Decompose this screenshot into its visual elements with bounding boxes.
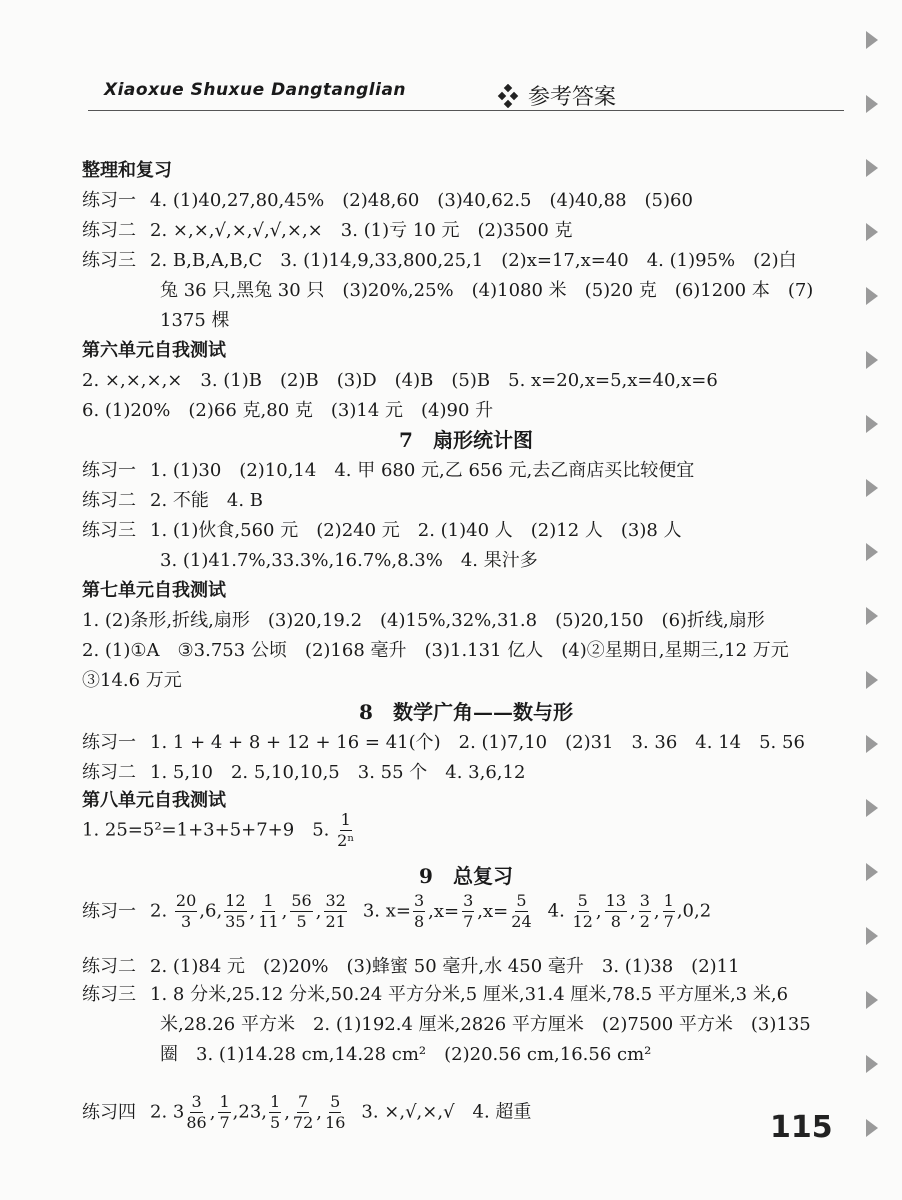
line-text: 第七单元自我测试 — [82, 580, 226, 601]
fraction — [462, 893, 474, 930]
item-number: 4. — [547, 900, 571, 922]
fraction — [511, 893, 531, 930]
line-text: 6. (1)20% (2)66 克,80 克 (3)14 元 (4)90 升 — [82, 400, 494, 421]
fraction-denominator: 5 — [296, 912, 307, 931]
item-number: 2. — [150, 900, 173, 922]
fraction-denominator: 86 — [186, 1113, 207, 1132]
answer-line — [82, 636, 789, 662]
line-text: ,0,2 — [676, 900, 712, 922]
fraction-numerator: 20 — [175, 891, 197, 910]
exercise-label: 练习三 — [82, 250, 136, 271]
line-text: 2. ×,×,√,×,√,√,×,× 3. (1)亏 10 元 (2)3500 克 — [150, 220, 573, 241]
margin-arrow-icon — [865, 542, 879, 562]
answer-line — [82, 486, 263, 512]
fraction — [224, 893, 246, 930]
margin-arrow-icon — [865, 286, 879, 306]
fraction-numerator: 5 — [577, 891, 588, 910]
fraction-numerator: 13 — [605, 891, 626, 910]
header-title: 参考答案 — [528, 85, 617, 110]
fraction-denominator: 72 — [292, 1113, 314, 1132]
margin-arrow-icon — [865, 926, 879, 946]
answer-line — [82, 366, 718, 392]
answer-line — [82, 1010, 811, 1036]
margin-arrow-icon — [865, 670, 879, 690]
fraction-numerator: 3 — [191, 1092, 202, 1111]
fraction-numerator: 1 — [219, 1092, 230, 1111]
line-text: 米,28.26 平方米 2. (1)192.4 厘米,2826 平方厘米 (2)7500 平方米 (3)135 — [160, 1014, 811, 1035]
fraction — [573, 893, 593, 930]
margin-arrow-icon — [865, 606, 879, 626]
line-text: 7 扇形统计图 — [399, 428, 533, 452]
answer-line — [82, 606, 765, 632]
line-text: 2. 不能 4. B — [150, 490, 264, 511]
line-text: 1. (1)30 (2)10,14 4. 甲 680 元,乙 656 元,去乙商店买比较便宜 — [150, 460, 695, 481]
fraction-numerator: 1 — [663, 891, 674, 910]
fraction-denominator: 8 — [413, 912, 425, 931]
fraction — [639, 893, 651, 930]
header-title-group — [496, 80, 616, 111]
line-text: 4. (1)40,27,80,45% (2)48,60 (3)40,62.5 (4)40,88 (5)60 — [150, 190, 693, 211]
answer-line — [82, 980, 788, 1006]
margin-arrow-icon — [865, 350, 879, 370]
section-title — [88, 424, 844, 453]
answer-line — [82, 186, 693, 212]
line-text: 3. ×,√,×,√ 4. 超重 — [361, 1101, 532, 1123]
section-title — [88, 860, 844, 889]
fraction-denominator: 16 — [325, 1113, 346, 1132]
fraction-numerator: 5 — [516, 891, 527, 910]
fraction-denominator: 35 — [225, 912, 246, 931]
item-number: 3. x= — [362, 900, 411, 922]
fraction-denominator: 2 — [639, 912, 650, 931]
section-heading — [82, 336, 226, 362]
page-number: 115 — [770, 1110, 833, 1145]
margin-arrow-icon — [865, 30, 879, 50]
line-text: ,6, — [199, 900, 223, 922]
margin-arrow-icon — [865, 734, 879, 754]
answer-line — [82, 952, 740, 978]
fraction — [218, 1094, 230, 1131]
answer-line — [82, 276, 813, 302]
fraction-numerator: 3 — [413, 891, 425, 910]
section-title — [88, 696, 844, 725]
exercise-label: 练习一 — [82, 460, 136, 481]
answer-line — [82, 758, 525, 784]
fraction — [605, 893, 627, 930]
fraction-denominator: 5 — [270, 1113, 281, 1132]
section-heading — [82, 786, 226, 812]
answer-line — [82, 396, 493, 422]
fraction — [269, 1094, 281, 1131]
line-text: 2. ×,×,×,× 3. (1)B (2)B (3)D (4)B (5)B 5. x=20,x=5,x=40,x=6 — [82, 370, 718, 391]
fraction-numerator: 32 — [325, 891, 346, 910]
line-text: 兔 36 只,黑兔 30 只 (3)20%,25% (4)1080 米 (5)20 克 (6)1200 本 (7) — [160, 280, 814, 301]
fraction-denominator: 24 — [511, 912, 532, 931]
diamond-cluster-icon — [496, 84, 520, 108]
fraction-numerator: 3 — [639, 891, 650, 910]
line-text: ③14.6 万元 — [82, 670, 182, 691]
fraction — [324, 893, 346, 930]
exercise-label: 练习二 — [82, 956, 136, 977]
line-text: 2. B,B,A,B,C 3. (1)14,9,33,800,25,1 (2)x=17,x=40 4. (1)95% (2)白 — [150, 250, 797, 271]
section-heading — [82, 576, 226, 602]
fraction — [413, 893, 425, 930]
fraction — [663, 893, 675, 930]
exercise-label: 练习四 — [82, 1101, 136, 1123]
unit8-test-line — [82, 812, 356, 849]
fraction-denominator: 7 — [663, 912, 674, 931]
line-text: 1375 棵 — [160, 310, 230, 331]
answer-line — [82, 516, 682, 542]
fraction-numerator: 7 — [298, 1092, 309, 1111]
margin-arrow-icon — [865, 1118, 879, 1138]
review-exercise-4: 练习四 2. 3 $\frac{3}{86}$ , $\frac{1}{7}$ ,23, $\frac{1}{5}$ , $\frac{7}{72}$ , $\frac{5}{16}$ 3. ×,√,×,√ 4. 超重 — [82, 1092, 532, 1132]
exercise-label: 练习二 — [82, 762, 136, 783]
fraction — [186, 1094, 206, 1131]
line-text: 1. 8 分米,25.12 分米,50.24 平方分米,5 厘米,31.4 厘米,78.5 平方厘米,3 米,6 — [150, 984, 789, 1005]
answer-line — [82, 306, 230, 332]
margin-arrow-icon — [865, 862, 879, 882]
fraction-numerator: 5 — [330, 1092, 341, 1111]
line-text: 2. (1)84 元 (2)20% (3)蜂蜜 50 毫升,水 450 毫升 3. (1)38 (2)11 — [150, 956, 740, 977]
line-text: 圈 3. (1)14.28 cm,14.28 cm² (2)20.56 cm,16.56 cm² — [160, 1044, 652, 1065]
line-text: 9 总复习 — [419, 864, 513, 888]
answer-line — [82, 666, 182, 692]
margin-arrow-icon — [865, 94, 879, 114]
header-pinyin: Xiaoxue Shuxue Dangtanglian — [104, 80, 407, 100]
margin-arrow-icon — [865, 1054, 879, 1074]
line-text: 1. (1)伙食,560 元 (2)240 元 2. (1)40 人 (2)12 人 (3)8 人 — [150, 520, 682, 541]
answer-line — [82, 456, 694, 482]
unit8-fraction: $\frac{1}{\text{2ⁿ}}$ — [337, 810, 355, 850]
answer-line — [82, 1040, 651, 1066]
line-text: 8 数学广角——数与形 — [359, 700, 573, 724]
answer-line — [82, 546, 538, 572]
margin-arrow-icon — [865, 478, 879, 498]
exercise-label: 练习二 — [82, 490, 136, 511]
fraction — [175, 893, 197, 930]
line-text: 1. 5,10 2. 5,10,10,5 3. 55 个 4. 3,6,12 — [150, 762, 526, 783]
line-text: 整理和复习 — [82, 160, 172, 181]
fraction — [325, 1094, 345, 1131]
fraction-denominator: 12 — [572, 912, 593, 931]
header-rule — [88, 110, 844, 111]
line-text: 第六单元自我测试 — [82, 340, 226, 361]
exercise-label: 练习一 — [82, 190, 136, 211]
line-text: 第八单元自我测试 — [82, 790, 226, 811]
fraction-numerator: 3 — [463, 891, 474, 910]
line-text: 3. (1)41.7%,33.3%,16.7%,8.3% 4. 果汁多 — [160, 550, 538, 571]
review-exercise-1: 练习一 2. $\frac{20}{3}$ ,6, $\frac{12}{35}$ , $\frac{1}{11}$ , $\frac{56}{5}$ , $\frac{32}{21}$ 3. x= $\frac{3}{8}$ ,x= $\frac{3}{7}$ ,x= $\frac{5}{24}$ 4. $\frac{5}{12}$ , $\frac{13}{8}$ , $\frac{3}{2}$ , $\frac{1}{7}$ ,0,2 — [82, 891, 712, 931]
fraction-numerator: 1 — [270, 1092, 281, 1111]
margin-arrow-icon — [865, 990, 879, 1010]
exercise-label: 练习三 — [82, 984, 136, 1005]
fraction — [258, 893, 278, 930]
fraction-denominator: 3 — [180, 912, 192, 931]
margin-arrow-icon — [865, 222, 879, 242]
unit8-test-text: 1. 25=5²=1+3+5+7+9 5. — [82, 819, 330, 841]
answer-line — [82, 216, 573, 242]
line-text: ,23, — [232, 1101, 267, 1123]
exercise-label: 练习一 — [82, 732, 136, 753]
fraction — [293, 1094, 313, 1131]
section-heading — [82, 156, 172, 182]
fraction — [290, 893, 312, 930]
fraction-numerator: 1 — [263, 891, 274, 910]
fraction-denominator: 21 — [325, 912, 346, 931]
fraction-denominator: 7 — [463, 912, 474, 931]
exercise-label: 练习一 — [82, 900, 136, 922]
margin-arrow-icon — [865, 414, 879, 434]
line-text: 2. (1)①A ③3.753 公顷 (2)168 毫升 (3)1.131 亿人 (4)②星期日,星期三,12 万元 — [82, 640, 789, 661]
fraction-denominator: 11 — [258, 912, 279, 931]
fraction-numerator: 56 — [291, 891, 312, 910]
item-number: 2. 3 — [150, 1101, 185, 1123]
exercise-label: 练习三 — [82, 520, 136, 541]
line-text: 1. (2)条形,折线,扇形 (3)20,19.2 (4)15%,32%,31.8 (5)20,150 (6)折线,扇形 — [82, 610, 765, 631]
fraction-denominator: 7 — [219, 1113, 230, 1132]
answer-line — [82, 246, 797, 272]
exercise-label: 练习二 — [82, 220, 136, 241]
margin-arrow-icon — [865, 158, 879, 178]
fraction-numerator: 12 — [225, 891, 246, 910]
margin-arrow-icon — [865, 798, 879, 818]
fraction-denominator: 8 — [610, 912, 621, 931]
line-text: 1. 1 + 4 + 8 + 12 + 16 = 41(个) 2. (1)7,10 (2)31 3. 36 4. 14 5. 56 — [150, 732, 805, 753]
answer-line — [82, 728, 805, 754]
